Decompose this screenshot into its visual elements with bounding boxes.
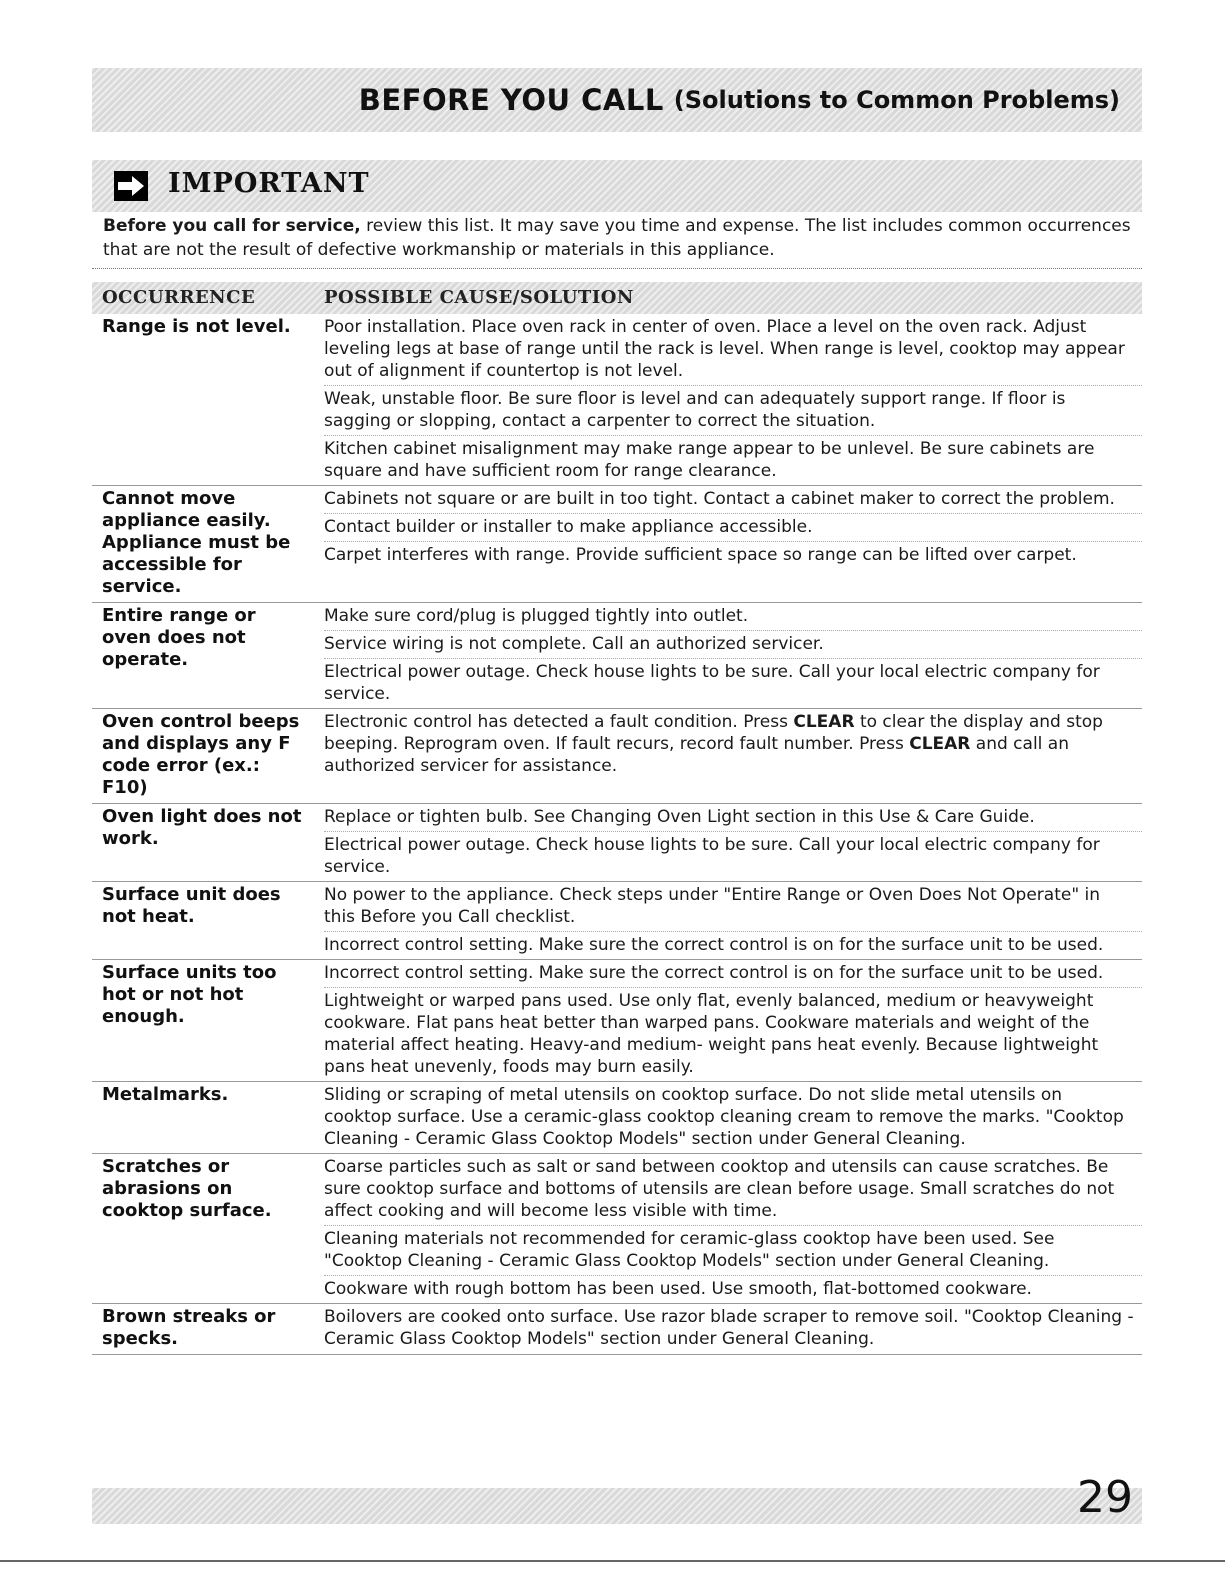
solution-item: Cookware with rough bottom has been used. Use smooth, flat-bottomed cookware. [324,1275,1142,1303]
page-number: 29 [1077,1472,1133,1523]
solution-item: Lightweight or warped pans used. Use only flat, evenly balanced, medium or heavyweight cookware. Flat pans heat better than warped pans. Cookware materials and weight of the material affect heating. Heavy-and medium- weight pans heat evenly. Because lightweight pans heat unevenly, foods may burn easily. [324,987,1142,1081]
intro-lead: Before you call for service, [103,216,361,236]
page-title-subtitle: (Solutions to Common Problems) [673,86,1120,114]
occurrence-label: Scratches or abrasions on cooktop surface. [102,1156,272,1221]
solution-item: Cleaning materials not recommended for ceramic-glass cooktop have been used. See "Cooktop Cleaning - Ceramic Glass Cooktop Models" section under General Cleaning. [324,1225,1142,1275]
solution-list [324,486,1142,602]
solution-item: Make sure cord/plug is plugged tightly into outlet. [324,606,749,626]
clear-key-label: CLEAR [909,734,971,754]
arrow-right-icon [114,171,148,201]
occurrence-label: Cannot move appliance easily. Appliance must be accessible for service. [102,488,291,597]
table-row [92,1082,1142,1154]
table-row [92,314,1142,486]
solution-item: Sliding or scraping of metal utensils on cooktop surface. Do not slide metal utensils on cooktop surface. Use a ceramic-glass cooktop cleaning cream to remove the marks. "Cooktop Cleaning - Ceramic Glass Cooktop Models" section under General Cleaning. [324,1085,1124,1149]
solution-item: Contact builder or installer to make appliance accessible. [324,513,1142,541]
page-bottom-rule [0,1560,1225,1562]
troubleshooting-table [92,314,1142,1355]
table-row [92,804,1142,882]
solution-item: Service wiring is not complete. Call an authorized servicer. [324,630,1142,658]
important-label: IMPORTANT [168,168,370,199]
column-header-occurrence: OCCURRENCE [102,287,256,308]
table-row [92,1304,1142,1355]
solution-item [324,709,1142,780]
solution-list [324,960,1142,1081]
table-row [92,709,1142,804]
solution-item: Incorrect control setting. Make sure the correct control is on for the surface unit to be used. [324,931,1142,959]
table-row [92,603,1142,709]
solution-list [324,804,1142,881]
important-banner [92,160,1142,212]
solution-item: Weak, unstable floor. Be sure floor is level and can adequately support range. If floor is sagging or slopping, contact a carpenter to correct the situation. [324,385,1142,435]
table-header [92,282,1142,314]
solution-list [324,1304,1142,1354]
occurrence-label: Surface units too hot or not hot enough. [102,962,277,1027]
occurrence-label: Metalmarks. [102,1084,229,1105]
solution-item: Carpet interferes with range. Provide sufficient space so range can be lifted over carpet. [324,541,1142,569]
clear-key-label: CLEAR [793,712,855,732]
table-row [92,960,1142,1082]
divider [92,268,1142,269]
occurrence-label: Entire range or oven does not operate. [102,605,256,670]
solution-item: Kitchen cabinet misalignment may make range appear to be unlevel. Be sure cabinets are square and have sufficient room for range clearance. [324,435,1142,485]
solution-text: Electronic control has detected a fault condition. Press [324,712,794,732]
solution-item: No power to the appliance. Check steps under "Entire Range or Oven Does Not Operate" in this Before you Call checklist. [324,885,1101,927]
column-header-solution: POSSIBLE CAUSE/SOLUTION [324,287,634,308]
page-title-main: BEFORE YOU CALL [358,83,664,117]
occurrence-label: Surface unit does not heat. [102,884,281,927]
page-title [92,68,1142,132]
solution-text: and call an authorized servicer for assistance. [324,734,1069,776]
intro-paragraph [103,214,1133,262]
occurrence-label: Oven control beeps and displays any F code error (ex.: F10) [102,711,300,798]
solution-item: Poor installation. Place oven rack in center of oven. Place a level on the oven rack. Adjust leveling legs at base of range until the rack is level. When range is level, cooktop may appear out of alignment if countertop is not level. [324,317,1125,381]
solution-item: Replace or tighten bulb. See Changing Oven Light section in this Use & Care Guide. [324,807,1035,827]
solution-list [324,1154,1142,1303]
solution-item: Electrical power outage. Check house lights to be sure. Call your local electric company for service. [324,831,1142,881]
table-row [92,882,1142,960]
solution-list [324,1082,1142,1153]
table-row [92,1154,1142,1304]
solution-list [324,709,1142,803]
solution-item: Incorrect control setting. Make sure the correct control is on for the surface unit to be used. [324,963,1104,983]
solution-list [324,882,1142,959]
footer-band [92,1488,1142,1524]
occurrence-label: Oven light does not work. [102,806,302,849]
solution-item: Cabinets not square or are built in too tight. Contact a cabinet maker to correct the problem. [324,489,1115,509]
solution-list [324,314,1142,485]
solution-list [324,603,1142,708]
solution-item: Boilovers are cooked onto surface. Use razor blade scraper to remove soil. "Cooktop Cleaning - Ceramic Glass Cooktop Models" section under General Cleaning. [324,1307,1134,1349]
solution-item: Electrical power outage. Check house lights to be sure. Call your local electric company for service. [324,658,1142,708]
occurrence-label: Brown streaks or specks. [102,1306,276,1349]
occurrence-label: Range is not level. [102,316,291,337]
table-row [92,486,1142,603]
intro-text: review this list. It may save you time and expense. The list includes common occurrences that are not the result of defective workmanship or materials in this appliance. [103,216,1131,260]
solution-text: to clear the display and stop beeping. Reprogram oven. If fault recurs, record fault number. Press [324,712,1103,754]
header-band [92,68,1142,132]
solution-item: Coarse particles such as salt or sand between cooktop and utensils can cause scratches. Be sure cooktop surface and bottoms of utensils are clean before usage. Small scratches do not affect cooking and will become less visible with time. [324,1157,1115,1221]
